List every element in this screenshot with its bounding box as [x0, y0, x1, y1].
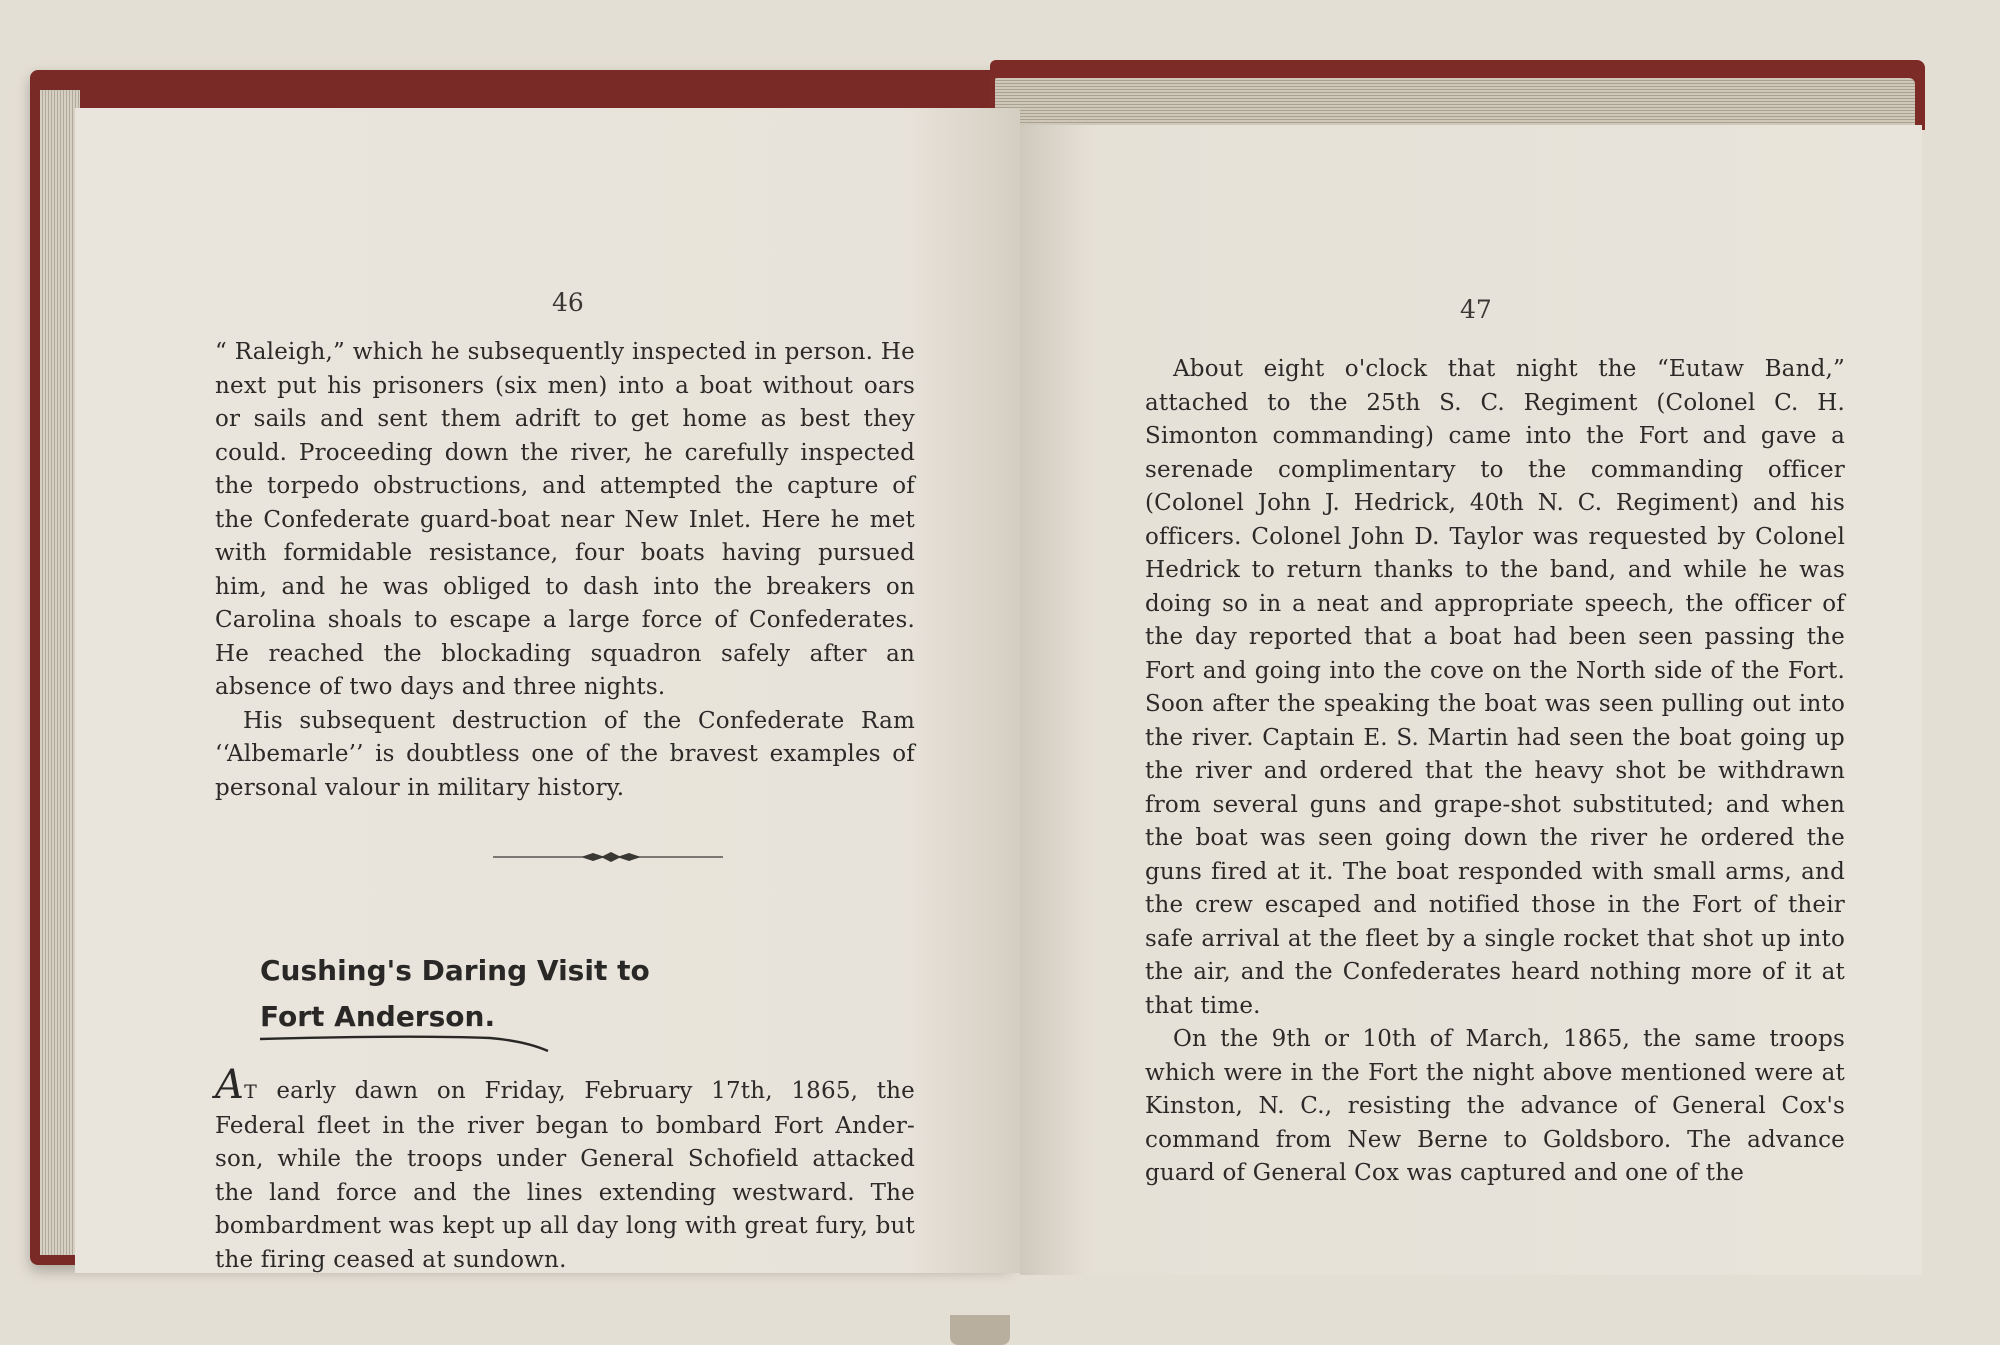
heading-underline [260, 1033, 550, 1053]
paragraph-2: His subsequent destruction of the Confederate Ram ‘‘Albemarle’’ is doubtless one of the bravest examples of personal valour in military history. [215, 707, 915, 801]
section-heading-line2: Fort Anderson. [260, 1000, 496, 1033]
bookmark-ribbon [950, 1315, 1010, 1345]
section-heading [260, 948, 660, 1040]
ornament-divider [493, 848, 723, 866]
page-number-left: 46 [552, 288, 584, 317]
lead-smallcaps: T [244, 1081, 258, 1103]
section-heading-line1: Cushing's Daring Visit to [260, 954, 650, 987]
open-book [30, 60, 1940, 1275]
drop-cap: A [215, 1062, 245, 1108]
paragraph-3: About eight o'clock that night the “Eutaw Band,” attached to the 25th S. C. Regiment (Colonel C. H. Simonton commanding) came into the Fort and gave a serenade complimentary to the commanding officer (Colonel John J. Hedrick, 40th N. C. Regiment) and his officers. Colonel John D. Taylor was requested by Colonel Hedrick to return thanks to the band, and while he was doing so in a neat and appropriate speech, the officer of the day reported that a boat had been seen passing the Fort and going into the cove on the North side of the Fort. Soon after the speaking the boat was seen pulling out into the river. Captain E. S. Martin had seen the boat going up the river and ordered that the heavy shot be withdrawn from several guns and grape-shot substituted; and when the boat was seen going down the river he ordered the guns fired at it. The boat responded with small arms, and the crew escaped and notified those in the Fort of their safe arrival at the fleet by a single rocket that shot up into the air, and the Confederates heard nothing more of it at that time. [1145, 356, 1845, 1019]
left-page [75, 108, 1020, 1273]
left-page-text [215, 336, 915, 805]
right-page-text [1145, 353, 1845, 1191]
paragraph-4: On the 9th or 10th of March, 1865, the same troops which were in the Fort the night above mentioned were at Kinston, N. C., resisting the advance of General Cox's command from New Berne to Goldsboro. The advance guard of General Cox was captured and one of the [1145, 1026, 1845, 1186]
page-edges-left [40, 90, 80, 1255]
right-page [1020, 125, 1922, 1275]
section-body [215, 1062, 915, 1277]
page-number-right: 47 [1460, 295, 1492, 324]
section-body-text: early dawn on Friday, February 17th, 1865, the Federal fleet in the river began to bombard Fort Ander-son, while the troops under General Schofield attacked the land force and the lines extending westward. The bombardment was kept up all day long with great fury, but the firing ceased at sundown. [215, 1078, 915, 1273]
paragraph-1: “ Raleigh,” which he subsequently inspected in person. He next put his prisoners (six men) into a boat without oars or sails and sent them adrift to get home as best they could. Proceeding down the river, he carefully inspected the torpedo obstructions, and attempted the capture of the Confederate guard-boat near New Inlet. Here he met with formidable resistance, four boats having pursued him, and he was obliged to dash into the breakers on Carolina shoals to escape a large force of Confederates. He reached the blockading squadron safely after an absence of two days and three nights. [215, 339, 915, 700]
